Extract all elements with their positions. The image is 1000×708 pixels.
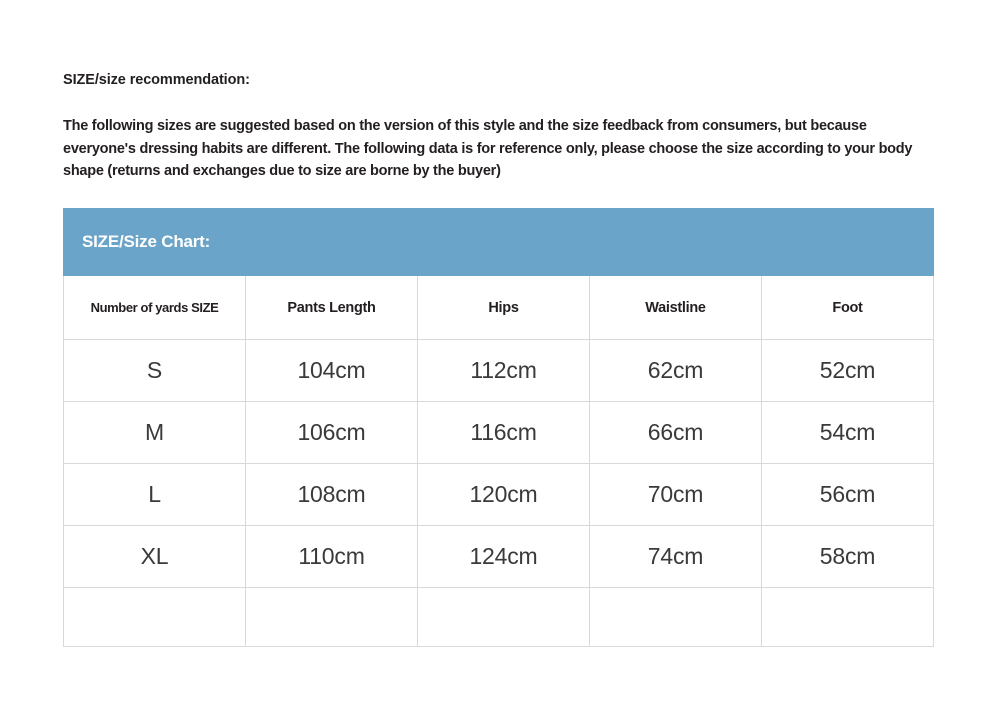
size-chart-table bbox=[63, 208, 934, 647]
cell-size: L bbox=[64, 464, 246, 526]
cell-pants-length: 108cm bbox=[246, 464, 418, 526]
cell-pants-length bbox=[246, 588, 418, 647]
table-row bbox=[64, 340, 934, 402]
cell-foot: 58cm bbox=[762, 526, 934, 588]
cell-hips: 116cm bbox=[418, 402, 590, 464]
table-row bbox=[64, 526, 934, 588]
cell-waistline: 66cm bbox=[590, 402, 762, 464]
cell-hips: 112cm bbox=[418, 340, 590, 402]
cell-foot bbox=[762, 588, 934, 647]
cell-hips bbox=[418, 588, 590, 647]
table-row bbox=[64, 464, 934, 526]
cell-pants-length: 104cm bbox=[246, 340, 418, 402]
column-header-foot: Foot bbox=[762, 276, 934, 340]
cell-waistline: 74cm bbox=[590, 526, 762, 588]
cell-pants-length: 106cm bbox=[246, 402, 418, 464]
intro-heading: SIZE/size recommendation: bbox=[63, 72, 250, 88]
cell-size: S bbox=[64, 340, 246, 402]
column-header-size: Number of yards SIZE bbox=[64, 276, 246, 340]
table-header-row bbox=[64, 276, 934, 340]
cell-hips: 124cm bbox=[418, 526, 590, 588]
column-header-hips: Hips bbox=[418, 276, 590, 340]
table-row bbox=[64, 402, 934, 464]
size-chart-table-wrapper bbox=[63, 208, 933, 647]
cell-waistline: 62cm bbox=[590, 340, 762, 402]
cell-hips: 120cm bbox=[418, 464, 590, 526]
column-header-waistline: Waistline bbox=[590, 276, 762, 340]
cell-pants-length: 110cm bbox=[246, 526, 418, 588]
table-row bbox=[64, 588, 934, 647]
cell-foot: 56cm bbox=[762, 464, 934, 526]
cell-foot: 52cm bbox=[762, 340, 934, 402]
cell-size: M bbox=[64, 402, 246, 464]
intro-block bbox=[63, 72, 943, 183]
cell-waistline bbox=[590, 588, 762, 647]
cell-foot: 54cm bbox=[762, 402, 934, 464]
cell-size: XL bbox=[64, 526, 246, 588]
chart-title-row bbox=[64, 209, 934, 276]
cell-size bbox=[64, 588, 246, 647]
intro-body: The following sizes are suggested based on the version of this style and the size feedback from consumers, but because everyone's dressing habits are different. The following data is for reference only, please choose the size according to your body shape (returns and exchanges due to size are borne by the buyer) bbox=[63, 118, 913, 180]
column-header-pants-length: Pants Length bbox=[246, 276, 418, 340]
cell-waistline: 70cm bbox=[590, 464, 762, 526]
chart-title: SIZE/Size Chart: bbox=[64, 209, 934, 276]
